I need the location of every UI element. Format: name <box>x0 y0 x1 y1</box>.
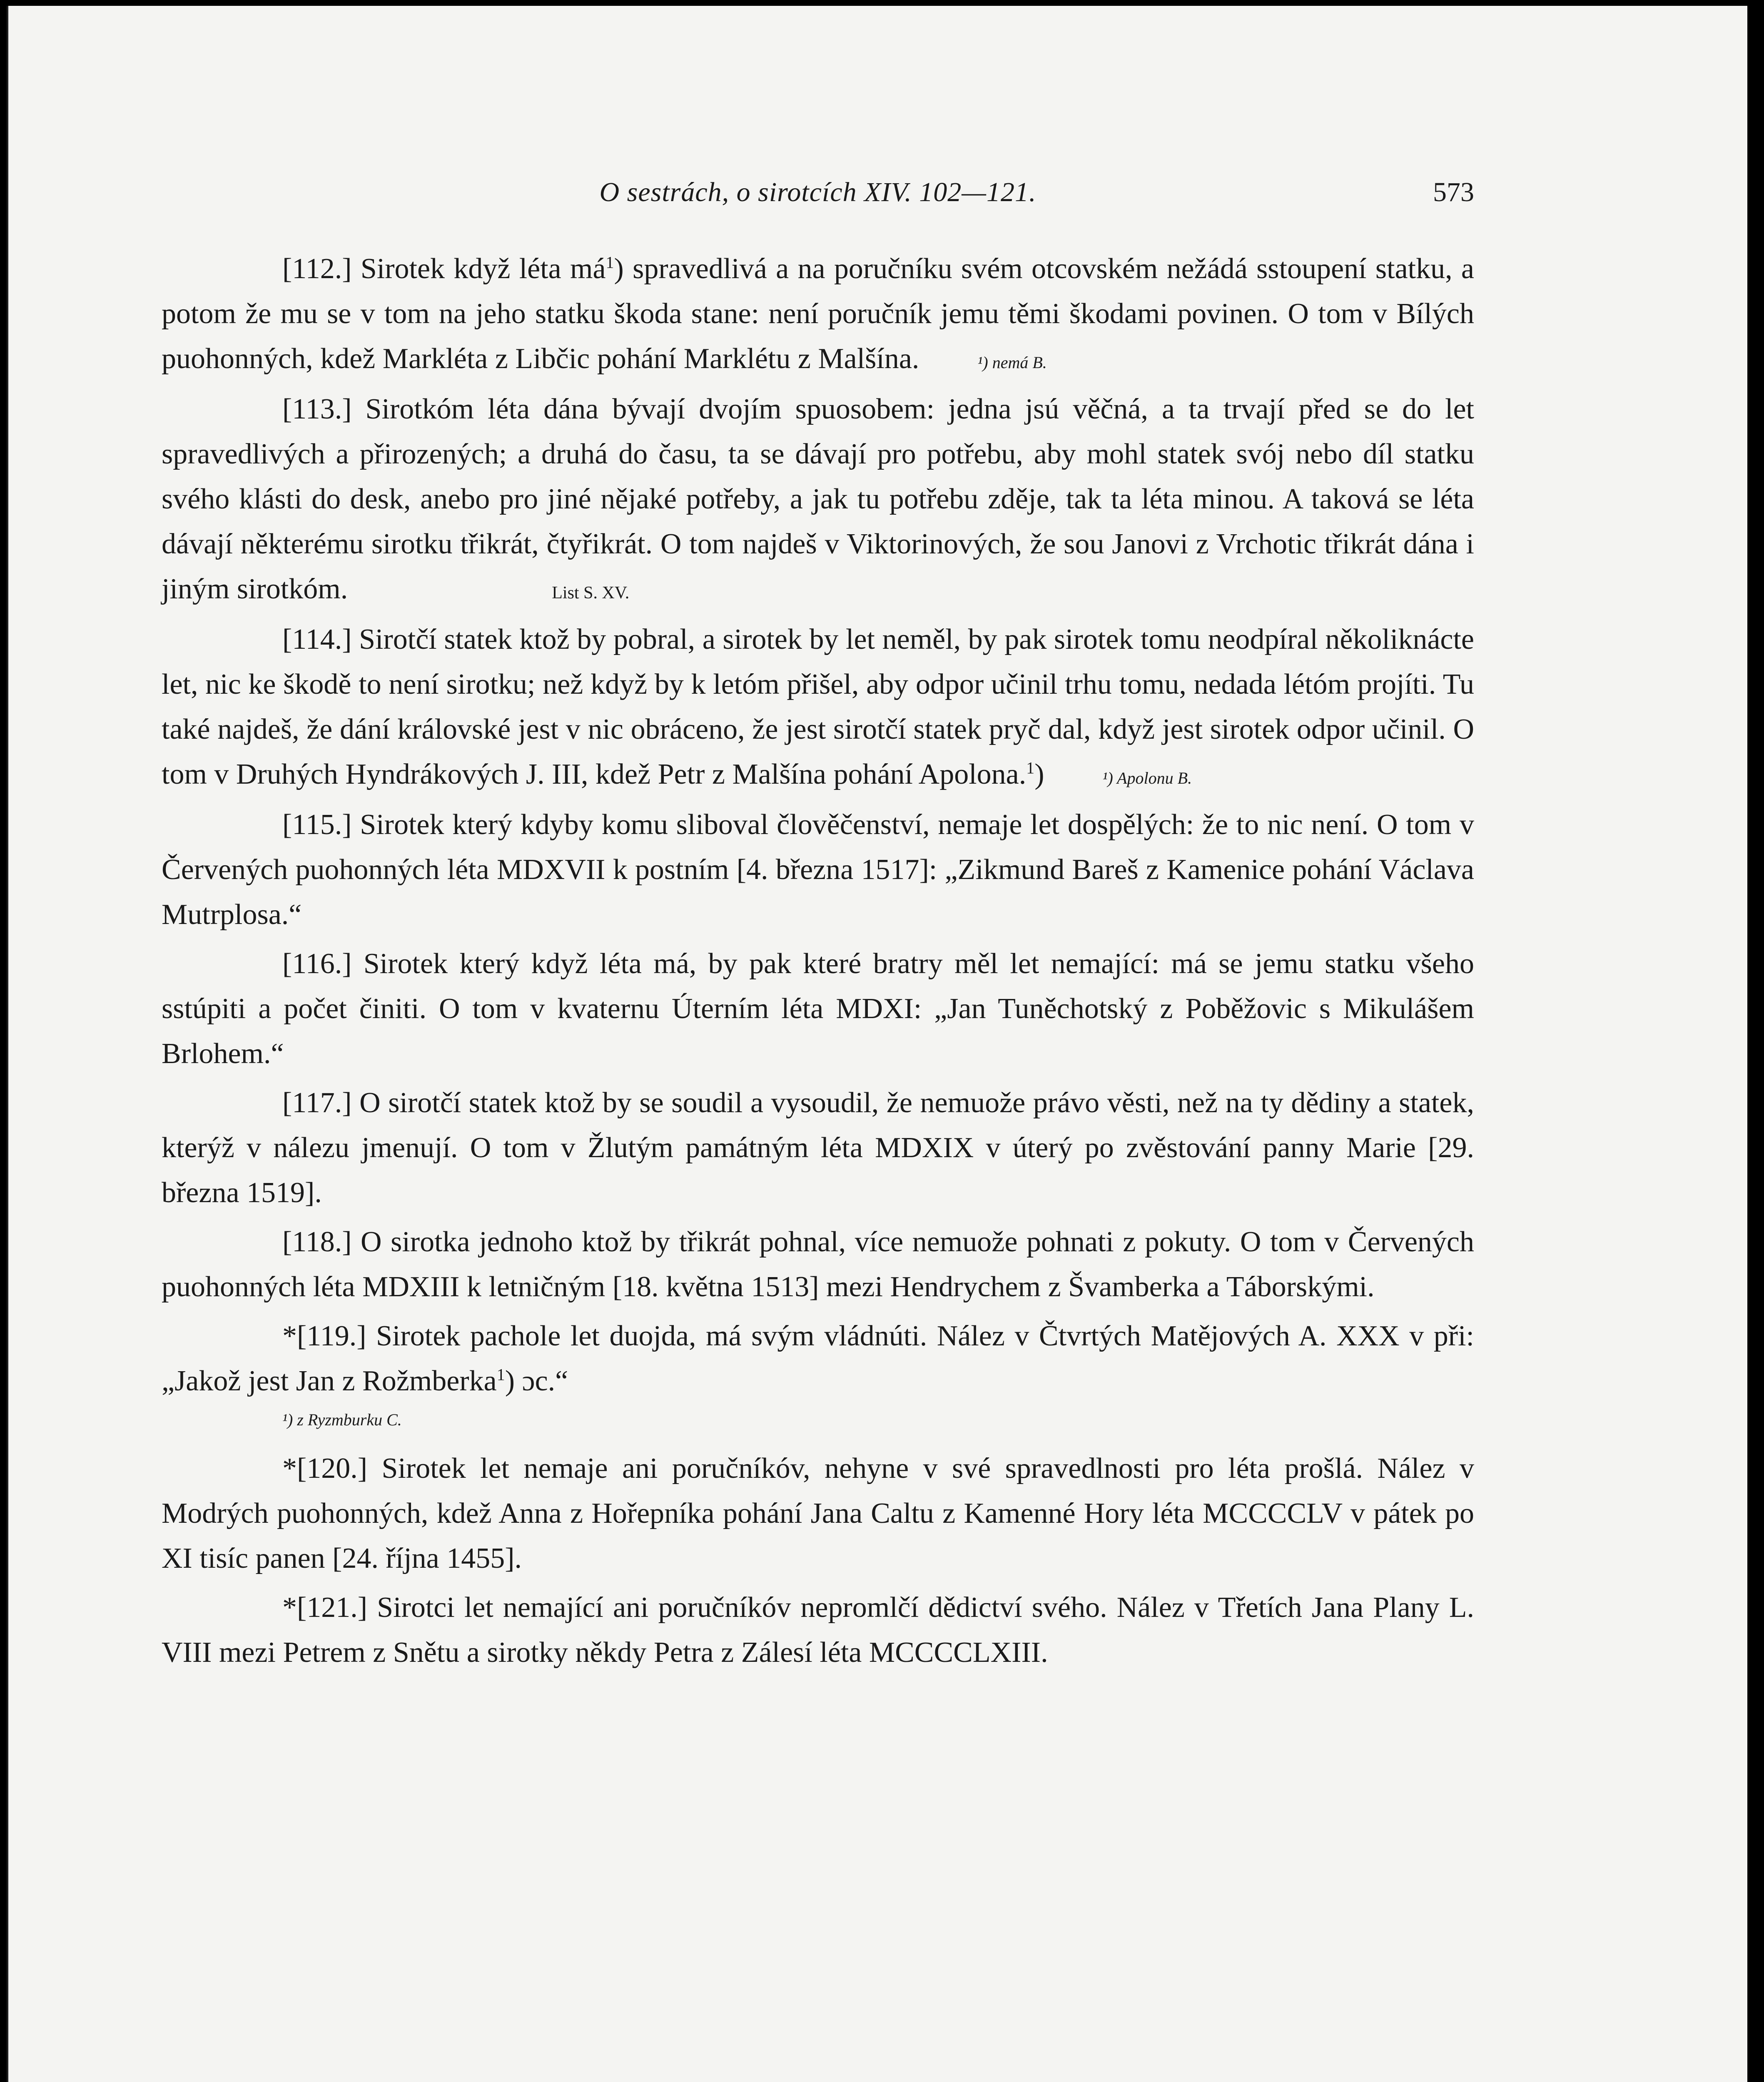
page-header <box>162 177 1474 214</box>
footnote-marker: 1 <box>605 253 614 272</box>
paragraph-text: [115.] Sirotek který kdyby komu sliboval člověčenství, nemaje let dospělých: že to nic není. O tom v Červených puohonných léta MDXVII k postním [4. března 1517]: „Zikmund Bareš z Kamenice pohání Václava Mutrplosa.“ <box>162 809 1474 931</box>
paragraph-text: *[120.] Sirotek let nemaje ani poručníkóv, nehyne v své spravedlnosti pro léta prošlá. Nález v Modrých puohonných, kdež Anna z Hořepníka pohání Jana Caltu z Kamenné Hory léta MCCCCLV v pátek po XI tisíc panen [24. října 1455]. <box>162 1452 1474 1574</box>
paragraph-115 <box>162 802 1474 937</box>
paragraph-120 <box>162 1446 1474 1581</box>
paragraph-text: [117.] O sirotčí statek ktož by se soudil a vysoudil, že nemuože právo věsti, než na ty dědiny a statek, kterýž v nálezu jmenují. O tom v Žlutým památným léta MDXIX v úterý po zvěstování panny Marie [29. března 1519]. <box>162 1087 1474 1209</box>
paragraph-text: [112.] Sirotek když léta má <box>282 253 606 285</box>
footnote-marker: 1 <box>496 1365 505 1384</box>
page-number: 573 <box>1433 177 1474 207</box>
margin-reference: List S. XV. <box>552 583 630 603</box>
paragraph-119 <box>162 1314 1474 1404</box>
paragraph-118 <box>162 1220 1474 1310</box>
running-title: O sestrách, o sirotcích XIV. 102—121. <box>599 177 1036 207</box>
paragraph-text: *[119.] Sirotek pachole let duojda, má svým vládnúti. Nález v Čtvrtých Matějových A. XXX v při: „Jakož jest Jan z Rožmberka <box>162 1320 1474 1397</box>
paragraph-113 <box>162 387 1474 615</box>
paragraph-117 <box>162 1081 1474 1215</box>
paragraph-121 <box>162 1585 1474 1675</box>
footnote-marker: 1 <box>1026 758 1035 777</box>
paragraph-114 <box>162 617 1474 801</box>
footnote: ¹) nemá B. <box>977 353 1047 372</box>
footnote: ¹) Apolonu B. <box>1102 769 1192 787</box>
paragraph-text: [118.] O sirotka jednoho ktož by třikrát pohnal, více nemuože pohnati z pokuty. O tom v Červených puohonných léta MDXIII k letničným [18. května 1513] mezi Hendrychem z Švamberka a Táborskými. <box>162 1226 1474 1303</box>
paragraph-text: ) ɔc.“ <box>505 1365 568 1397</box>
paragraph-text: ) <box>1034 758 1044 790</box>
paragraph-text: [114.] Sirotčí statek ktož by pobral, a sirotek by let neměl, by pak sirotek tomu neodpíral několiknácte let, nic ke škodě to není sirotku; než když by k letóm přišel, aby odpor učinil trhu tomu, nedada létóm projíti. Tu také najdeš, že dání královské jest v nic obráceno, že jest sirotčí statek pryč dal, když jest sirotek odpor učinil. O tom v Druhých Hyndrákových J. III, kdež Petr z Malšína pohání Apolona. <box>162 623 1474 790</box>
footnote: ¹) z Ryzmburku C. <box>282 1410 402 1429</box>
paragraph-112 <box>162 247 1474 385</box>
scan-edge <box>7 6 8 2082</box>
page-content <box>162 177 1474 1679</box>
paragraph-text: [113.] Sirotkóm léta dána bývají dvojím spuosobem: jedna jsú věčná, a ta trvají před se do let spravedlivých a přirozených; a druhá do času, ta se dávají pro potřebu, aby mohl statek svój nebo díl statku svého klásti do desk, anebo pro jiné nějaké potřeby, a jak tu potřebu zděje, tak ta léta minou. A taková se léta dávají některému sirotku třikrát, čtyřikrát. O tom najdeš v Viktorinových, že sou Janovi z Vrchotic třikrát dána i jiným sirotkóm. <box>162 393 1474 605</box>
paragraph-text: *[121.] Sirotci let nemající ani poručníkóv nepromlčí dědictví svého. Nález v Třetích Jana Plany L. VIII mezi Petrem z Snětu a sirotky někdy Petra z Zálesí léta MCCCCLXIII. <box>162 1591 1474 1669</box>
paragraph-text: ) spravedlivá a na poručníku svém otcovském nežádá sstoupení statku, a potom že mu se v tom na jeho statku škoda stane: není poručník jemu těmi škodami povinen. O tom v Bílých puohonných, kdež Markléta z Libčic pohání Marklétu z Malšína. <box>162 253 1474 375</box>
paragraph-116 <box>162 941 1474 1076</box>
scanned-page <box>7 6 1747 2082</box>
paragraph-text: [116.] Sirotek který když léta má, by pak které bratry měl let nemající: má se jemu statku všeho sstúpiti a počet činiti. O tom v kvaternu Úterním léta MDXI: „Jan Tuněchotský z Poběžovic s Mikulášem Brlohem.“ <box>162 948 1474 1070</box>
